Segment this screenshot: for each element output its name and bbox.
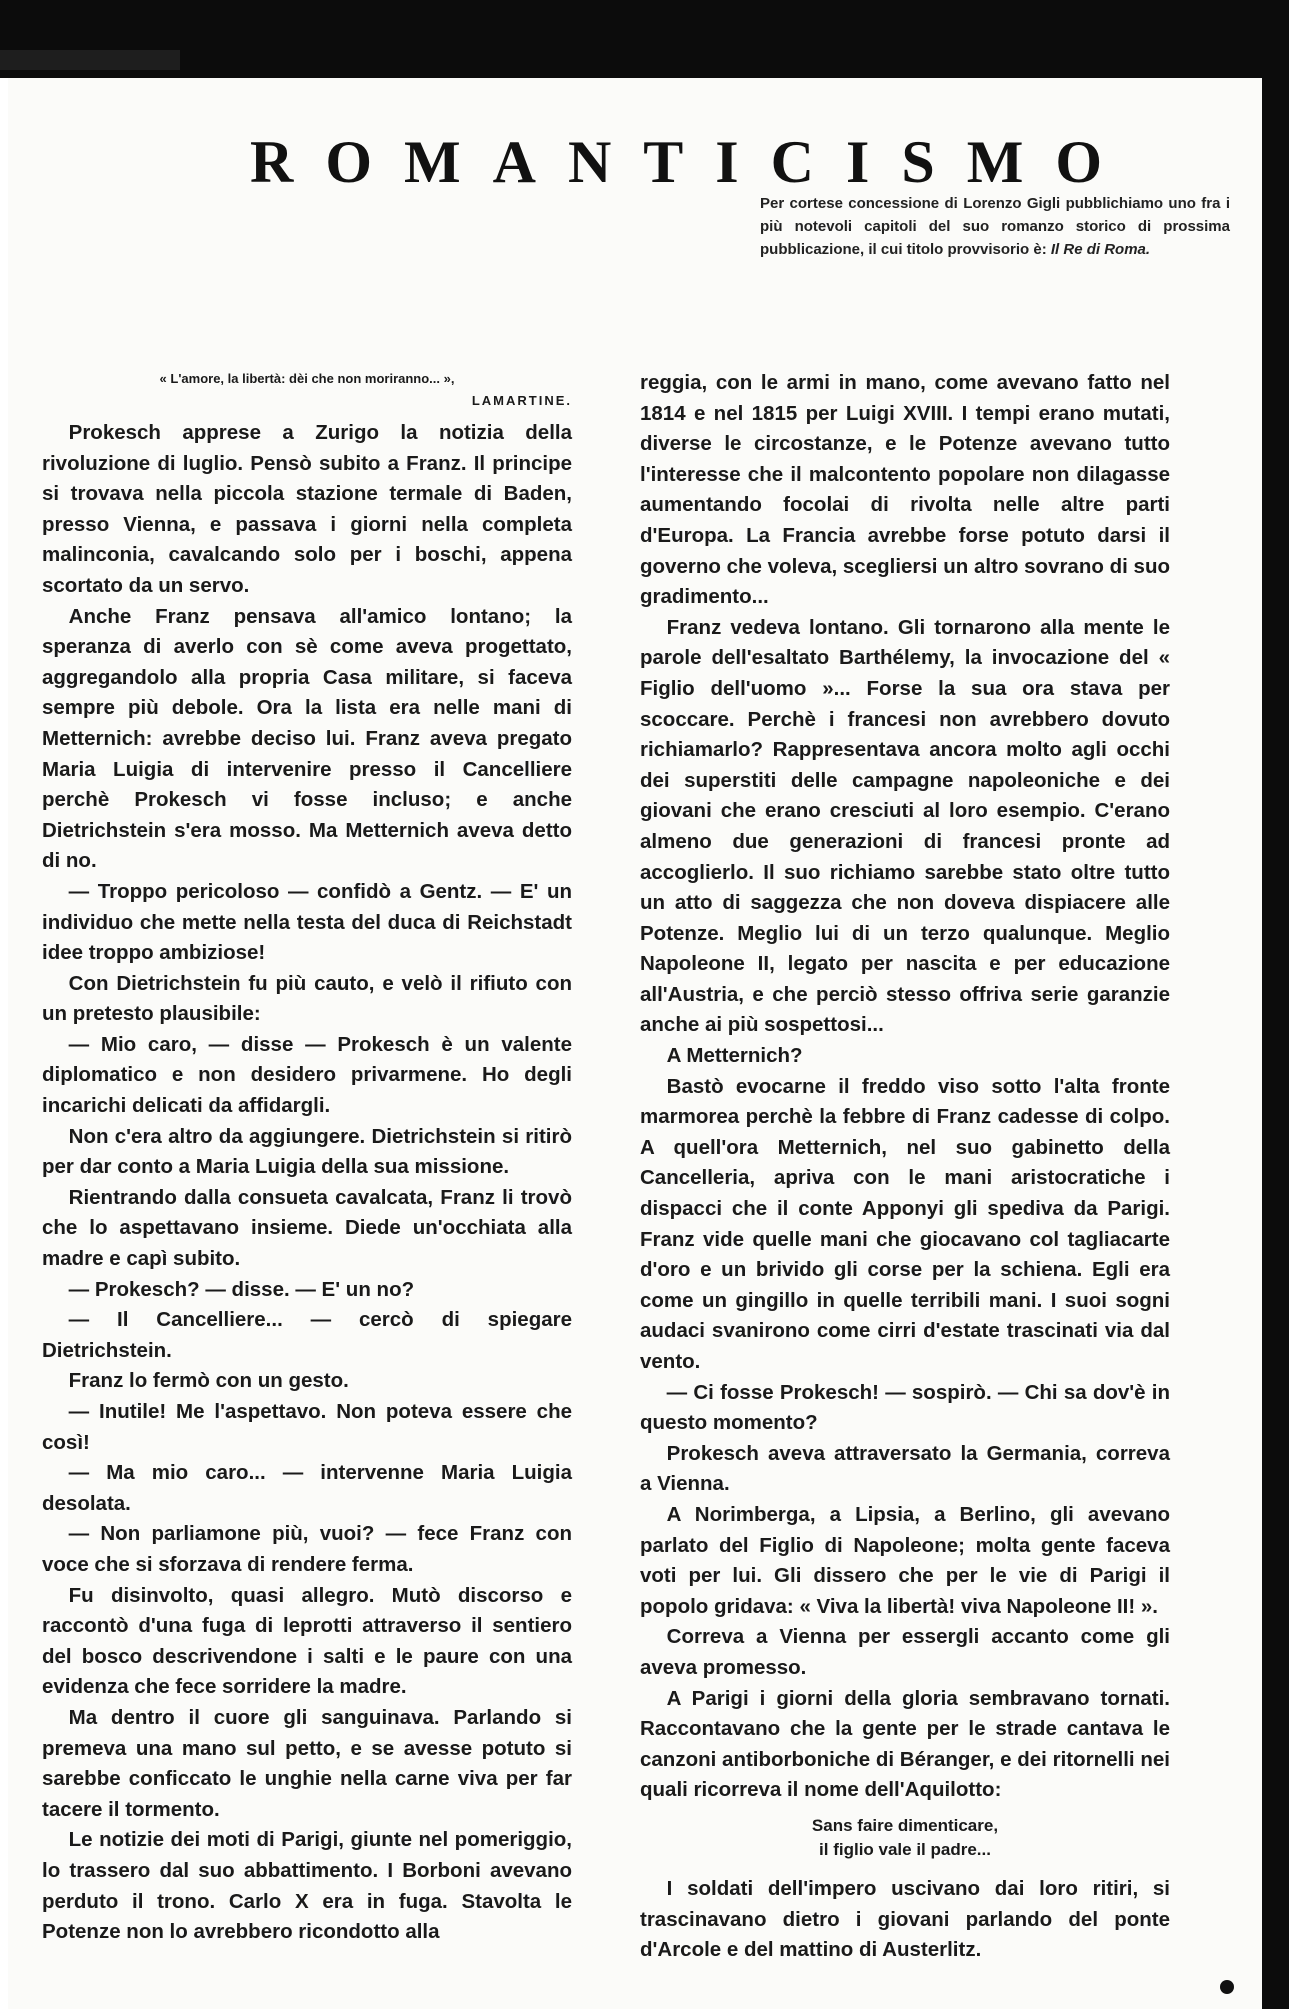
- scan-border-right: [1262, 0, 1289, 2009]
- paragraph: — Non parliamone più, vuoi? — fece Franz con voce che si sforzava di rendere ferma.: [42, 1522, 572, 1576]
- paragraph: I soldati dell'impero uscivano dai loro ritiri, si trascinavano dietro i giovani parlando del ponte d'Arcole e del mattino di Austerlitz.: [640, 1876, 1170, 1962]
- paragraph: Le notizie dei moti di Parigi, giunte nel pomeriggio, lo trassero dal suo abbattimento. I Borboni avevano perduto il trono. Carlo X era in fuga. Stavolta le Potenze non lo avrebbero ricondotto alla: [42, 1828, 572, 1944]
- page-mark-icon: [1220, 1980, 1234, 1994]
- paragraph: reggia, con le armi in mano, come avevano fatto nel 1814 e nel 1815 per Luigi XVIII. I tempi erano mutati, diverse le circostanze, e le Potenze avevano tutto l'interesse che il malcontento popolare non dilagasse aumentando focolai di rivolta nelle altre parti d'Europa. La Francia avrebbe forse potuto darsi il governo che voleva, scegliersi un altro sovrano di suo gradimento...: [640, 371, 1170, 609]
- paragraph: Franz vedeva lontano. Gli tornarono alla mente le parole dell'esaltato Barthélemy, la invocazione del « Figlio dell'uomo »... Forse la sua ora stava per scoccare. Perchè i francesi non avrebbero dovuto richiamarlo? Rappresentava ancora molto agli occhi dei superstiti delle campagne napoleoniche e dei giovani che erano cresciuti al loro esempio. C'erano almeno due generazioni di francesi pronte ad accoglierlo. Il suo richiamo sarebbe stato oltre tutto un atto di saggezza che non doveva dispiacere alle Potenze. Meglio lui di un terzo qualunque. Meglio Napoleone II, legato per nascita e per educazione all'Austria, e che perciò stesso offriva serie garanzie anche ai più sospettosi...: [640, 615, 1170, 1037]
- scan-tape: [0, 50, 180, 70]
- paragraph: Non c'era altro da aggiungere. Dietrichstein si ritirò per dar conto a Maria Luigia della sua missione.: [42, 1124, 572, 1179]
- editor-note-text: Per cortese concessione di Lorenzo Gigli pubblichiamo uno fra i più notevoli capitoli del suo romanzo storico di prossima pubblicazione, il cui titolo provvisorio è:: [760, 195, 1230, 258]
- paragraph: — Mio caro, — disse — Prokesch è un valente diplomatico e non desidero privarmene. Ho degli incarichi delicati da affidargli.: [42, 1032, 572, 1118]
- paragraph: Prokesch apprese a Zurigo la notizia della rivoluzione di luglio. Pensò subito a Franz. Il principe si trovava nella piccola stazione termale di Baden, presso Vienna, e passava i giorni nella completa malinconia, cavalcando solo per i boschi, appena scortato da un servo.: [42, 421, 572, 597]
- paragraph: A Norimberga, a Lipsia, a Berlino, gli avevano parlato del Figlio di Napoleone; molta gente faceva voti per lui. Gli dissero che per le vie di Parigi il popolo gridava: « Viva la libertà! viva Napoleone II! ».: [640, 1502, 1170, 1618]
- paragraph: Anche Franz pensava all'amico lontano; la speranza di averlo con sè come aveva progettato, aggregandolo alla propria Casa militare, si faceva sempre più debole. Ora la lista era nelle mani di Metternich: avrebbe deciso lui. Franz aveva pregato Maria Luigia di intervenire presso il Cancelliere perchè Prokesch vi fosse incluso; e anche Dietrichstein s'era mosso. Ma Metternich aveva detto di no.: [42, 604, 572, 873]
- book-title: Il Re di Roma.: [1050, 241, 1151, 258]
- paragraph: Con Dietrichstein fu più cauto, e velò il rifiuto con un pretesto plausibile:: [42, 971, 572, 1026]
- epigraph-author: LAMARTINE.: [471, 393, 572, 408]
- text-column-left: [42, 368, 572, 1948]
- verse-line: Sans faire dimenticare,: [811, 1815, 999, 1835]
- paragraph: Ma dentro il cuore gli sanguinava. Parlando si premeva una mano sul petto, e se avesse potuto si sarebbe conficcato le unghie nella carne viva per far tacere il tormento.: [42, 1705, 572, 1821]
- paragraph: Bastò evocarne il freddo viso sotto l'alta fronte marmorea perchè la febbre di Franz cadesse di colpo. A quell'ora Metternich, nel suo gabinetto della Cancelleria, apriva con le mani aristocratiche i dispacci che il conte Apponyi gli spediva da Parigi. Franz vide quelle mani che giocavano col tagliacarte d'oro e un brivido gli corse per la schiena. Egli era come un gingillo in quelle terribili mani. I suoi sogni audaci svanirono come cirri d'estate trascinati via dal vento.: [640, 1074, 1170, 1373]
- paragraph: — Inutile! Me l'aspettavo. Non poteva essere che così!: [42, 1400, 572, 1454]
- scan-border-top: [0, 0, 1289, 78]
- verse-line: il figlio vale il padre...: [819, 1839, 991, 1859]
- paragraph: Fu disinvolto, quasi allegro. Mutò discorso e raccontò d'una fuga di leprotti attraverso il sentiero del bosco descrivendone i salti e le paure con una evidenza che fece sorridere la madre.: [42, 1583, 572, 1699]
- paragraph: A Metternich?: [666, 1044, 803, 1068]
- song-verse: [640, 1814, 1170, 1862]
- paragraph: — Troppo pericoloso — confidò a Gentz. — E' un individuo che mette nella testa del duca di Reichstadt idee troppo ambiziose!: [42, 879, 572, 965]
- paragraph: — Prokesch? — disse. — E' un no?: [68, 1277, 415, 1301]
- paragraph: — Il Cancelliere... — cercò di spiegare Dietrichstein.: [42, 1308, 572, 1362]
- editor-note: [760, 192, 1230, 261]
- paragraph: Prokesch aveva attraversato la Germania, correva a Vienna.: [640, 1441, 1170, 1496]
- text-column-right: [640, 368, 1170, 1966]
- page-title: ROMANTICISMO: [250, 129, 1135, 195]
- epigraph: [42, 368, 572, 412]
- paragraph: — Ci fosse Prokesch! — sospirò. — Chi sa dov'è in questo momento?: [640, 1380, 1170, 1435]
- paragraph: A Parigi i giorni della gloria sembravano tornati. Raccontavano che la gente per le strade cantava le canzoni antiborboniche di Béranger, e dei ritornelli nei quali ricorreva il nome dell'Aquilotto:: [640, 1686, 1170, 1802]
- epigraph-quote: « L'amore, la libertà: dèi che non moriranno... »,: [159, 371, 455, 386]
- paragraph: Franz lo fermò con un gesto.: [68, 1369, 349, 1393]
- paragraph: — Ma mio caro... — intervenne Maria Luigia desolata.: [42, 1461, 572, 1515]
- paragraph: Correva a Vienna per essergli accanto come gli aveva promesso.: [640, 1625, 1170, 1679]
- paragraph: Rientrando dalla consueta cavalcata, Franz li trovò che lo aspettavano insieme. Diede un'occhiata alla madre e capì subito.: [42, 1185, 572, 1271]
